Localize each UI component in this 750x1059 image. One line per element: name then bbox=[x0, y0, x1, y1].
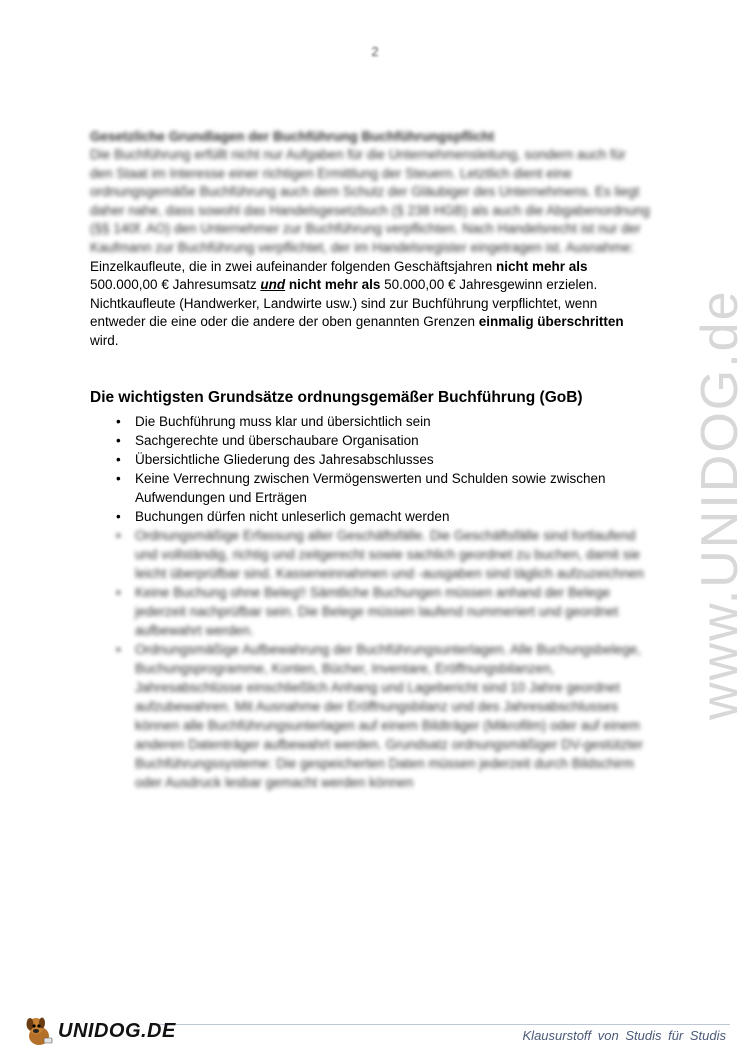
blurred-line: Die Buchführung erfüllt nicht nur Aufgaben für die Unternehmensleitung, sondern auch für bbox=[90, 147, 626, 162]
bullet-icon: • bbox=[116, 452, 121, 467]
blurred-line: Kaufmann zur Buchführung verpflichtet, der im Handelsregister eingetragen ist. Ausnahme: bbox=[90, 239, 635, 255]
bullet-icon: • bbox=[116, 509, 121, 524]
emphasis: nicht mehr als bbox=[496, 258, 588, 274]
emphasis: nicht mehr als bbox=[285, 277, 381, 293]
list-item-text: Keine Buchung ohne Beleg!! Sämtliche Buchungen müssen anhand der Belege jederzeit nachprüfbar sein. Die Belege müssen laufend nummeriert und geordnet aufbewahrt werden. bbox=[135, 585, 619, 638]
blurred-line: ordnungsgemäße Buchführung auch dem Schutz der Gläubiger des Unternehmens. Es liegt bbox=[90, 184, 640, 200]
text-run: 500.000,00 € Jahresumsatz bbox=[90, 277, 261, 293]
bullet-icon: • bbox=[116, 528, 121, 543]
list-item-text: Keine Verrechnung zwischen Vermögenswerten und Schulden sowie zwischen bbox=[135, 471, 606, 486]
list-item bbox=[90, 469, 660, 507]
paragraph-line bbox=[90, 258, 660, 277]
bullet-icon: • bbox=[116, 433, 121, 448]
blurred-line: (§§ 140f. AO) den Unternehmer zur Buchführung verpflichten. Nach Handelsrecht ist nur der bbox=[90, 221, 641, 237]
emphasis-underlined: und bbox=[260, 277, 286, 293]
section-legal-basis bbox=[90, 127, 660, 351]
bullet-icon: • bbox=[116, 471, 121, 486]
section-gob bbox=[90, 387, 660, 792]
blurred-line: den Staat im Interesse einer richtigen Ermittlung der Steuern. Letztlich dient eine bbox=[90, 165, 572, 181]
list-item bbox=[90, 412, 660, 431]
section-heading: Die wichtigsten Grundsätze ordnungsgemäßer Buchführung (GoB) bbox=[90, 389, 583, 406]
text-run: Einzelkaufleute, die in zwei aufeinander folgenden Geschäftsjahren bbox=[90, 258, 497, 274]
paragraph-line bbox=[90, 313, 660, 332]
watermark: www.UNIDOG.de bbox=[691, 289, 749, 720]
footer-logo bbox=[22, 1014, 176, 1048]
bullet-icon: • bbox=[116, 642, 121, 657]
footer-tagline: Klausurstoff von Studis für Studis bbox=[522, 1028, 726, 1043]
list-item bbox=[90, 583, 660, 640]
bullet-icon: • bbox=[116, 414, 121, 429]
dog-logo-icon bbox=[22, 1014, 56, 1048]
list-item bbox=[90, 450, 660, 469]
paragraph-line bbox=[90, 276, 660, 295]
bullet-icon: • bbox=[116, 585, 121, 600]
page-number: 2 bbox=[371, 44, 379, 59]
list-item-text: Buchungen dürfen nicht unleserlich gemacht werden bbox=[135, 509, 450, 524]
logo-text: UNIDOG.DE bbox=[58, 1019, 176, 1042]
gob-list bbox=[90, 412, 660, 792]
emphasis: einmalig überschritten bbox=[478, 314, 624, 330]
list-item-text: Aufwendungen und Erträgen bbox=[135, 490, 307, 505]
list-item-text: Ordnungsmäßige Aufbewahrung der Buchführungsunterlagen. Alle Buchungsbelege, Buchungsprogramme, Konten, Bücher, Inventare, Eröffnungsbilanzen, Jahresabschlüsse einschließlich Anhang und Lagebericht sind 10 Jahre geordnet aufzubewahren. Mit Ausnahme der Eröffnungsbilanz und des Jahresabschlusses können alle Buchführungsunterlagen auf einem Bildträger (Mikrofilm) oder auf einem anderen Datenträger aufbewahrt werden. Grundsatz ordnungsmäßiger DV-gestützter Buchführungssysteme: Die gespeicherten Daten müssen jederzeit durch Bildschirm oder Ausdruck lesbar gemacht werden können bbox=[135, 642, 644, 790]
list-item bbox=[90, 526, 660, 583]
list-item bbox=[90, 640, 660, 792]
list-item bbox=[90, 431, 660, 450]
paragraph-line: Nichtkaufleute (Handwerker, Landwirte usw.) sind zur Buchführung verpflichtet, wenn bbox=[90, 295, 598, 311]
section-title: Gesetzliche Grundlagen der Buchführung Buchführungspflicht bbox=[90, 129, 495, 144]
footer-divider bbox=[150, 1024, 730, 1025]
list-item-text: Übersichtliche Gliederung des Jahresabschlusses bbox=[135, 452, 434, 467]
text-run: 50.000,00 € Jahresgewinn erzielen. bbox=[380, 277, 598, 293]
text-run: entweder die eine oder die andere der oben genannten Grenzen bbox=[90, 314, 479, 330]
paragraph-line: wird. bbox=[90, 332, 119, 348]
list-item-text: Sachgerechte und überschaubare Organisation bbox=[135, 433, 419, 448]
blurred-line: daher nahe, dass sowohl das Handelsgesetzbuch (§ 238 HGB) als auch die Abgabenordnung bbox=[90, 202, 650, 218]
list-item-text: Die Buchführung muss klar und übersichtlich sein bbox=[135, 414, 431, 429]
list-item bbox=[90, 507, 660, 526]
list-item-text: Ordnungsmäßige Erfassung aller Geschäftsfälle. Die Geschäftsfälle sind fortlaufend und vollständig, richtig und zeitgerecht sowie sachlich geordnet zu buchen, damit sie leicht überprüfbar sind. Kasseneinnahmen und -ausgaben sind täglich aufzuzeichnen bbox=[135, 528, 644, 581]
